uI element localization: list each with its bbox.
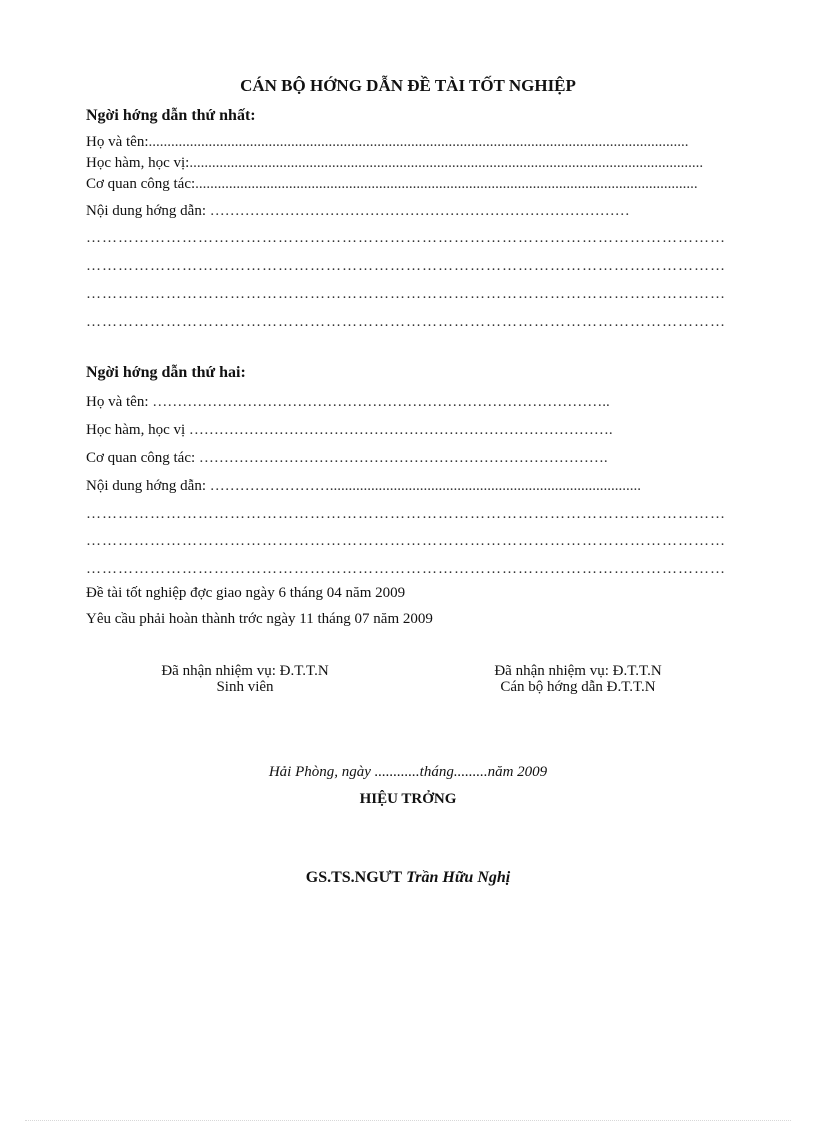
- second-advisor-heading: Ngời hớng dẫn thứ hai:: [86, 364, 246, 381]
- rector-name: Trần Hữu Nghị: [406, 869, 511, 886]
- blank-line: …………………………………………………………………………………………………………: [86, 314, 726, 330]
- second-advisor-content-field: Nội dung hớng dẫn: ……………………...................................................................................: [86, 478, 642, 494]
- student-signature-block: [110, 663, 380, 695]
- blank-line: …………………………………………………………………………………………………………: [86, 533, 726, 549]
- rector-signature: [0, 869, 816, 887]
- blank-line: …………………………………………………………………………………………………………: [86, 286, 726, 302]
- advisor-received-label: Đã nhận nhiệm vụ: Đ.T.T.N: [494, 663, 662, 679]
- place-date: Hải Phòng, ngày ............tháng.........năm 2009: [268, 764, 548, 780]
- first-advisor-content-field: Nội dung hớng dẫn: …………………………………………………………………………: [86, 203, 630, 219]
- second-advisor-name-label: Họ và tên:: [86, 394, 149, 410]
- second-advisor-name-field: Họ và tên: ………………………………………………………………………………..: [86, 394, 610, 410]
- first-advisor-workplace-field: Cơ quan công tác:......................................................................................................................................: [86, 176, 698, 192]
- second-advisor-workplace-label: Cơ quan công tác:: [86, 450, 196, 466]
- page-title: CÁN BỘ HỚNG DẪN ĐỀ TÀI TỐT NGHIỆP: [240, 76, 576, 95]
- first-advisor-name-label: Họ và tên:: [86, 134, 149, 150]
- advisor-signature-block: [438, 663, 718, 695]
- first-advisor-degree-label: Học hàm, học vị:: [86, 155, 190, 171]
- due-date: Yêu cầu phải hoàn thành trớc ngày 11 tháng 07 năm 2009: [86, 611, 433, 627]
- advisor-role-label: Cán bộ hớng dẫn Đ.T.T.N: [500, 679, 656, 695]
- second-advisor-workplace-field: Cơ quan công tác: ……………………………………………………………………….: [86, 450, 608, 466]
- student-received-label: Đã nhận nhiệm vụ: Đ.T.T.N: [161, 663, 329, 679]
- first-advisor-degree-field: Học hàm, học vị:.........................................................................................................................................: [86, 155, 704, 171]
- first-advisor-name-field: Họ và tên:................................................................................................................................................: [86, 134, 689, 150]
- rector-prefix: GS.TS.NGƯT: [305, 869, 403, 886]
- blank-line: …………………………………………………………………………………………………………: [86, 230, 726, 246]
- rector-title: HIỆU TRỞNG: [359, 791, 457, 807]
- first-advisor-heading: Ngời hớng dẫn thứ nhất:: [86, 107, 256, 124]
- assigned-date: Đề tài tốt nghiệp đợc giao ngày 6 tháng 04 năm 2009: [86, 585, 406, 601]
- blank-line: …………………………………………………………………………………………………………: [86, 258, 726, 274]
- page-bottom-border: [25, 1120, 791, 1121]
- first-advisor-content-label: Nội dung hớng dẫn:: [86, 203, 207, 219]
- blank-line: …………………………………………………………………………………………………………: [86, 561, 726, 577]
- first-advisor-workplace-label: Cơ quan công tác:: [86, 176, 196, 192]
- second-advisor-degree-field: Học hàm, học vị ………………………………………………………………………….: [86, 422, 613, 438]
- student-role-label: Sinh viên: [216, 679, 274, 695]
- second-advisor-degree-label: Học hàm, học vị: [86, 422, 186, 438]
- blank-line: …………………………………………………………………………………………………………: [86, 506, 726, 522]
- second-advisor-content-label: Nội dung hớng dẫn:: [86, 478, 207, 494]
